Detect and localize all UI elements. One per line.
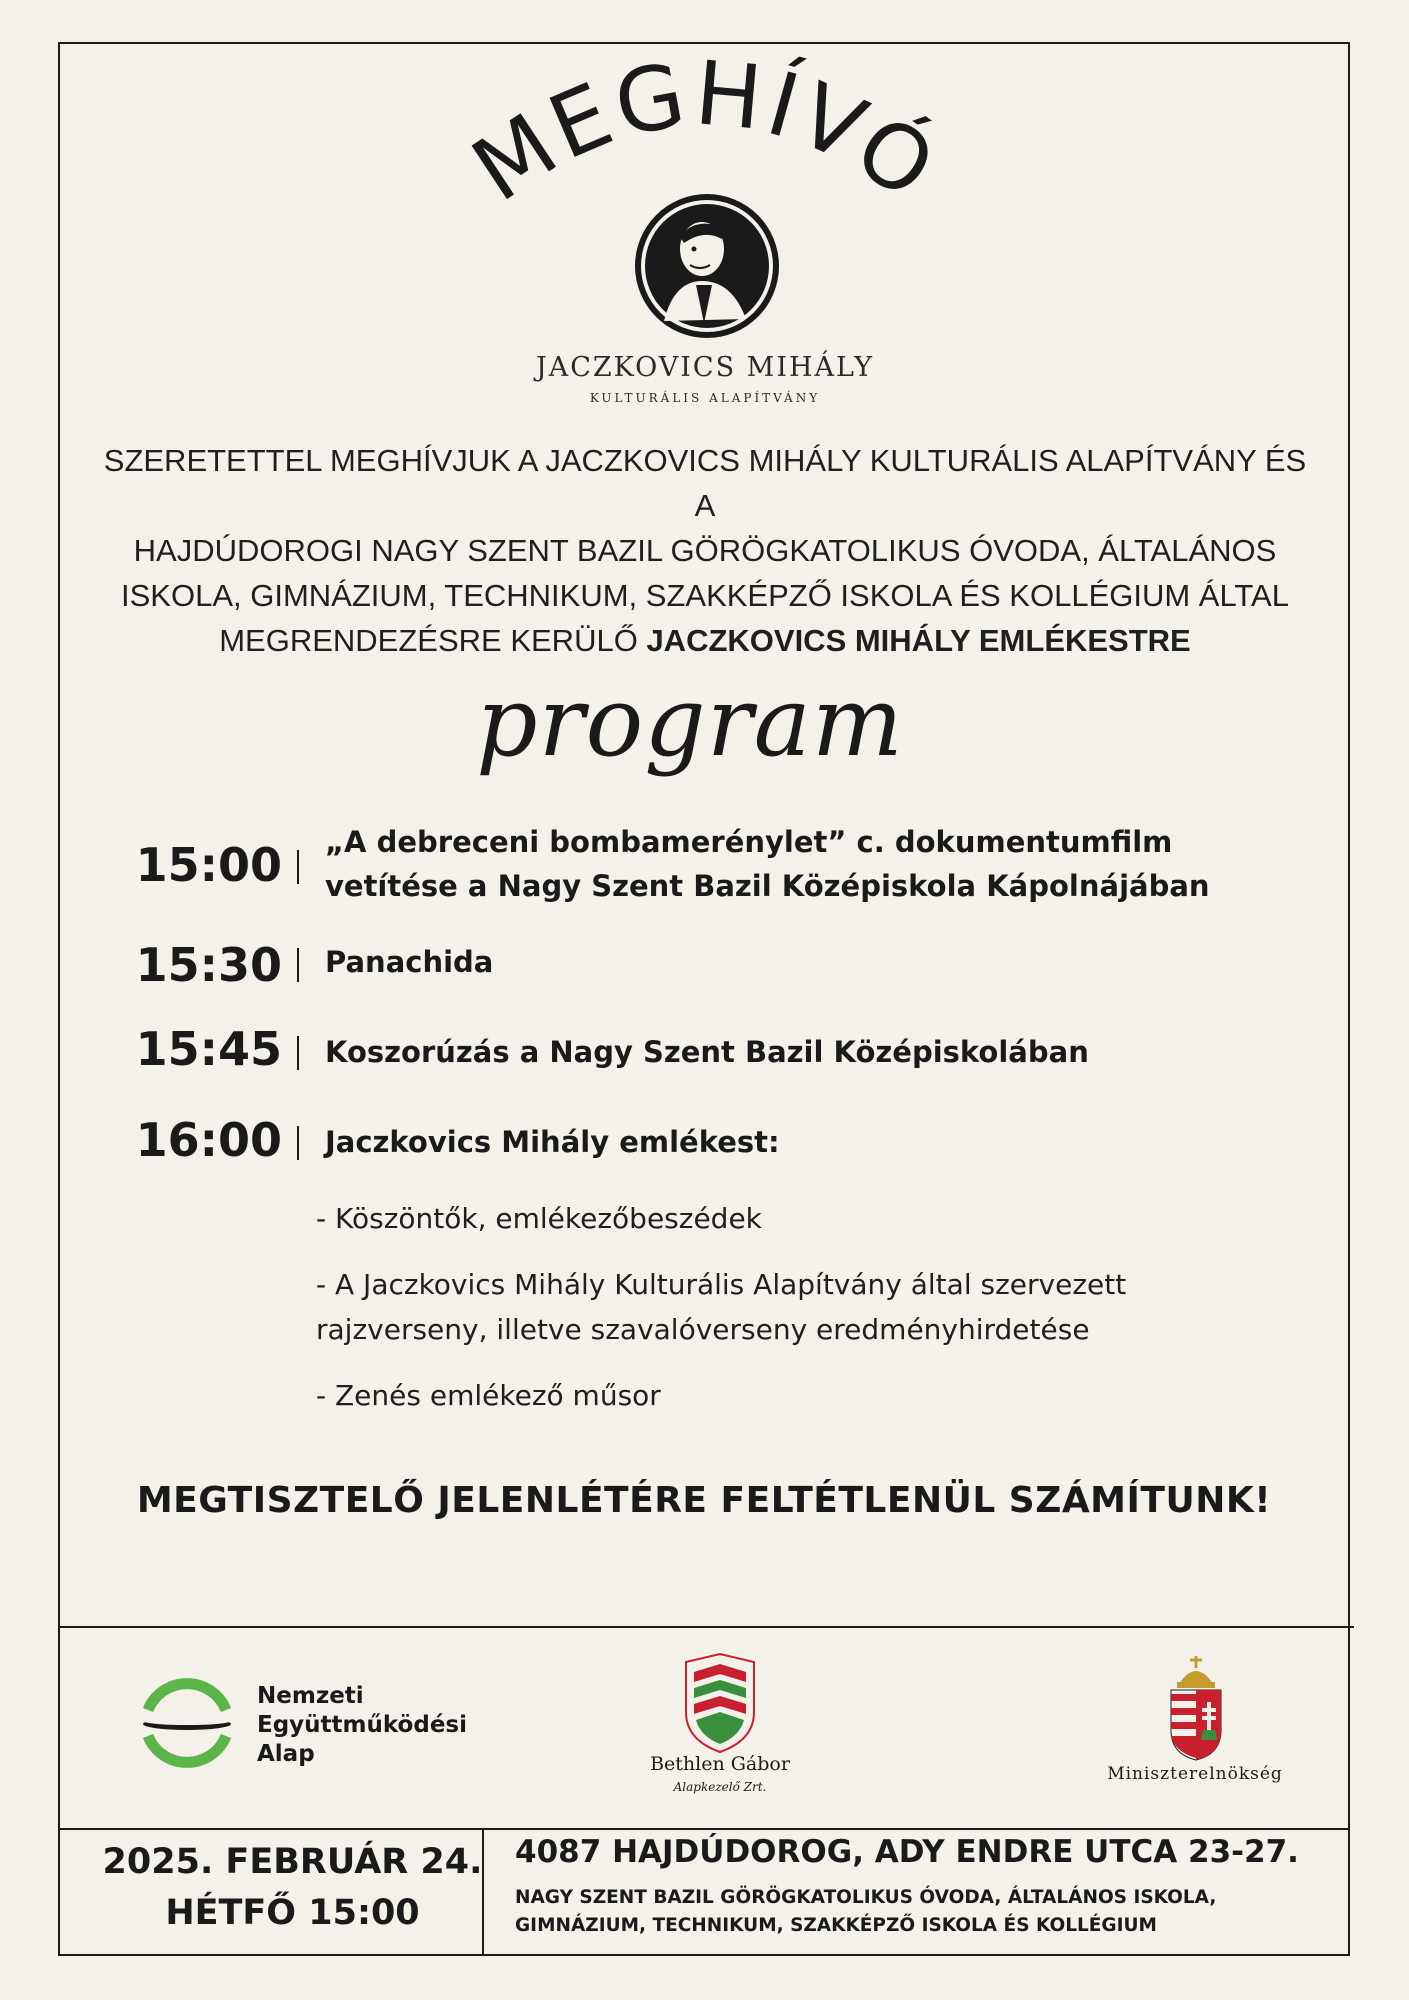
event-address: 4087 HAJDÚDOROG, ADY ENDRE UTCA 23-27. [515, 1834, 1299, 1870]
intro-line: HAJDÚDOROGI NAGY SZENT BAZIL GÖRÖGKATOLIKUS ÓVODA, ÁLTALÁNOS [133, 533, 1277, 568]
organization-subtitle: KULTURÁLIS ALAPÍTVÁNY [589, 391, 821, 405]
schedule-item-line: Jaczkovics Mihály emlékest: [325, 1125, 780, 1159]
schedule-separator [297, 1126, 299, 1160]
intro-line-prefix: MEGRENDEZÉSRE KERÜLŐ [219, 623, 647, 658]
intro-line: SZERETETTEL MEGHÍVJUK A JACZKOVICS MIHÁLY KULTURÁLIS ALAPÍTVÁNY ÉS A [103, 443, 1307, 523]
bethlen-gabor-subtitle: Alapkezelő Zrt. [673, 1780, 767, 1794]
schedule-time: 15:45 [135, 1022, 282, 1076]
program-heading [460, 655, 920, 815]
schedule-time: 16:00 [135, 1113, 282, 1167]
schedule-separator [297, 948, 299, 982]
nea-logo-icon [138, 1672, 236, 1774]
schedule-subitem-line: - Köszöntők, emlékezőbeszédek [316, 1202, 762, 1235]
schedule-subitem [316, 1196, 1266, 1241]
schedule-item [325, 1030, 1285, 1074]
footer-divider-top [58, 1828, 1350, 1830]
portrait-icon [634, 193, 780, 339]
venue-school-line: GIMNÁZIUM, TECHNIKUM, SZAKKÉPZŐ ISKOLA ÉS KOLLÉGIUM [515, 1915, 1157, 1936]
venue-school-line: NAGY SZENT BAZIL GÖRÖGKATOLIKUS ÓVODA, ÁLTALÁNOS ISKOLA, [515, 1887, 1217, 1908]
event-day-time: HÉTFŐ 15:00 [165, 1893, 420, 1933]
schedule-subitem [316, 1373, 1266, 1418]
schedule-item [325, 940, 1285, 984]
organization-name: JACZKOVICS MIHÁLY [535, 352, 875, 383]
ministry-name: Miniszterelnökség [1107, 1764, 1283, 1784]
program-heading-text: program [476, 666, 904, 778]
nea-name [257, 1682, 487, 1769]
schedule-time: 15:00 [135, 838, 282, 892]
schedule-subitem-line: - A Jaczkovics Mihály Kulturális Alapítvány által szervezett [316, 1268, 1127, 1301]
sponsor-divider-top [58, 1626, 1354, 1628]
schedule-separator [297, 850, 299, 884]
intro-text [100, 438, 1310, 663]
schedule-item [325, 1120, 1285, 1164]
schedule-item-line: Koszorúzás a Nagy Szent Bazil Középiskolában [325, 1035, 1089, 1069]
nea-name-line: Együttműködési [257, 1712, 467, 1738]
schedule-item-line: Panachida [325, 945, 494, 979]
bethlen-gabor-name: Bethlen Gábor [650, 1753, 790, 1775]
venue-school-name [515, 1884, 1335, 1940]
event-name-highlight: JACZKOVICS MIHÁLY EMLÉKESTRE [646, 623, 1191, 658]
schedule-item-line: „A debreceni bombamerénylet” c. dokumentumfilm [325, 825, 1173, 859]
nea-name-line: Alap [257, 1741, 315, 1767]
closing-message: MEGTISZTELŐ JELENLÉTÉRE FELTÉTLENÜL SZÁMÍTUNK! [136, 1480, 1272, 1521]
schedule-subitem-line: - Zenés emlékező műsor [316, 1379, 661, 1412]
schedule-subitem [316, 1262, 1266, 1352]
intro-line: ISKOLA, GIMNÁZIUM, TECHNIKUM, SZAKKÉPZŐ ISKOLA ÉS KOLLÉGIUM ÁLTAL [121, 578, 1289, 613]
page-title: MEGHÍVÓ [454, 41, 956, 222]
hungarian-coat-of-arms-icon [1165, 1654, 1227, 1762]
event-date: 2025. FEBRUÁR 24. [102, 1842, 483, 1882]
schedule-item [325, 820, 1285, 908]
schedule-time: 15:30 [135, 938, 282, 992]
schedule-subitem-line: rajzverseny, illetve szavalóverseny eredményhirdetése [316, 1313, 1090, 1346]
schedule-item-line: vetítése a Nagy Szent Bazil Középiskola Kápolnájában [325, 869, 1210, 903]
bethlen-gabor-logo-icon [680, 1652, 760, 1754]
nea-name-line: Nemzeti [257, 1683, 364, 1709]
schedule-separator [297, 1036, 299, 1070]
